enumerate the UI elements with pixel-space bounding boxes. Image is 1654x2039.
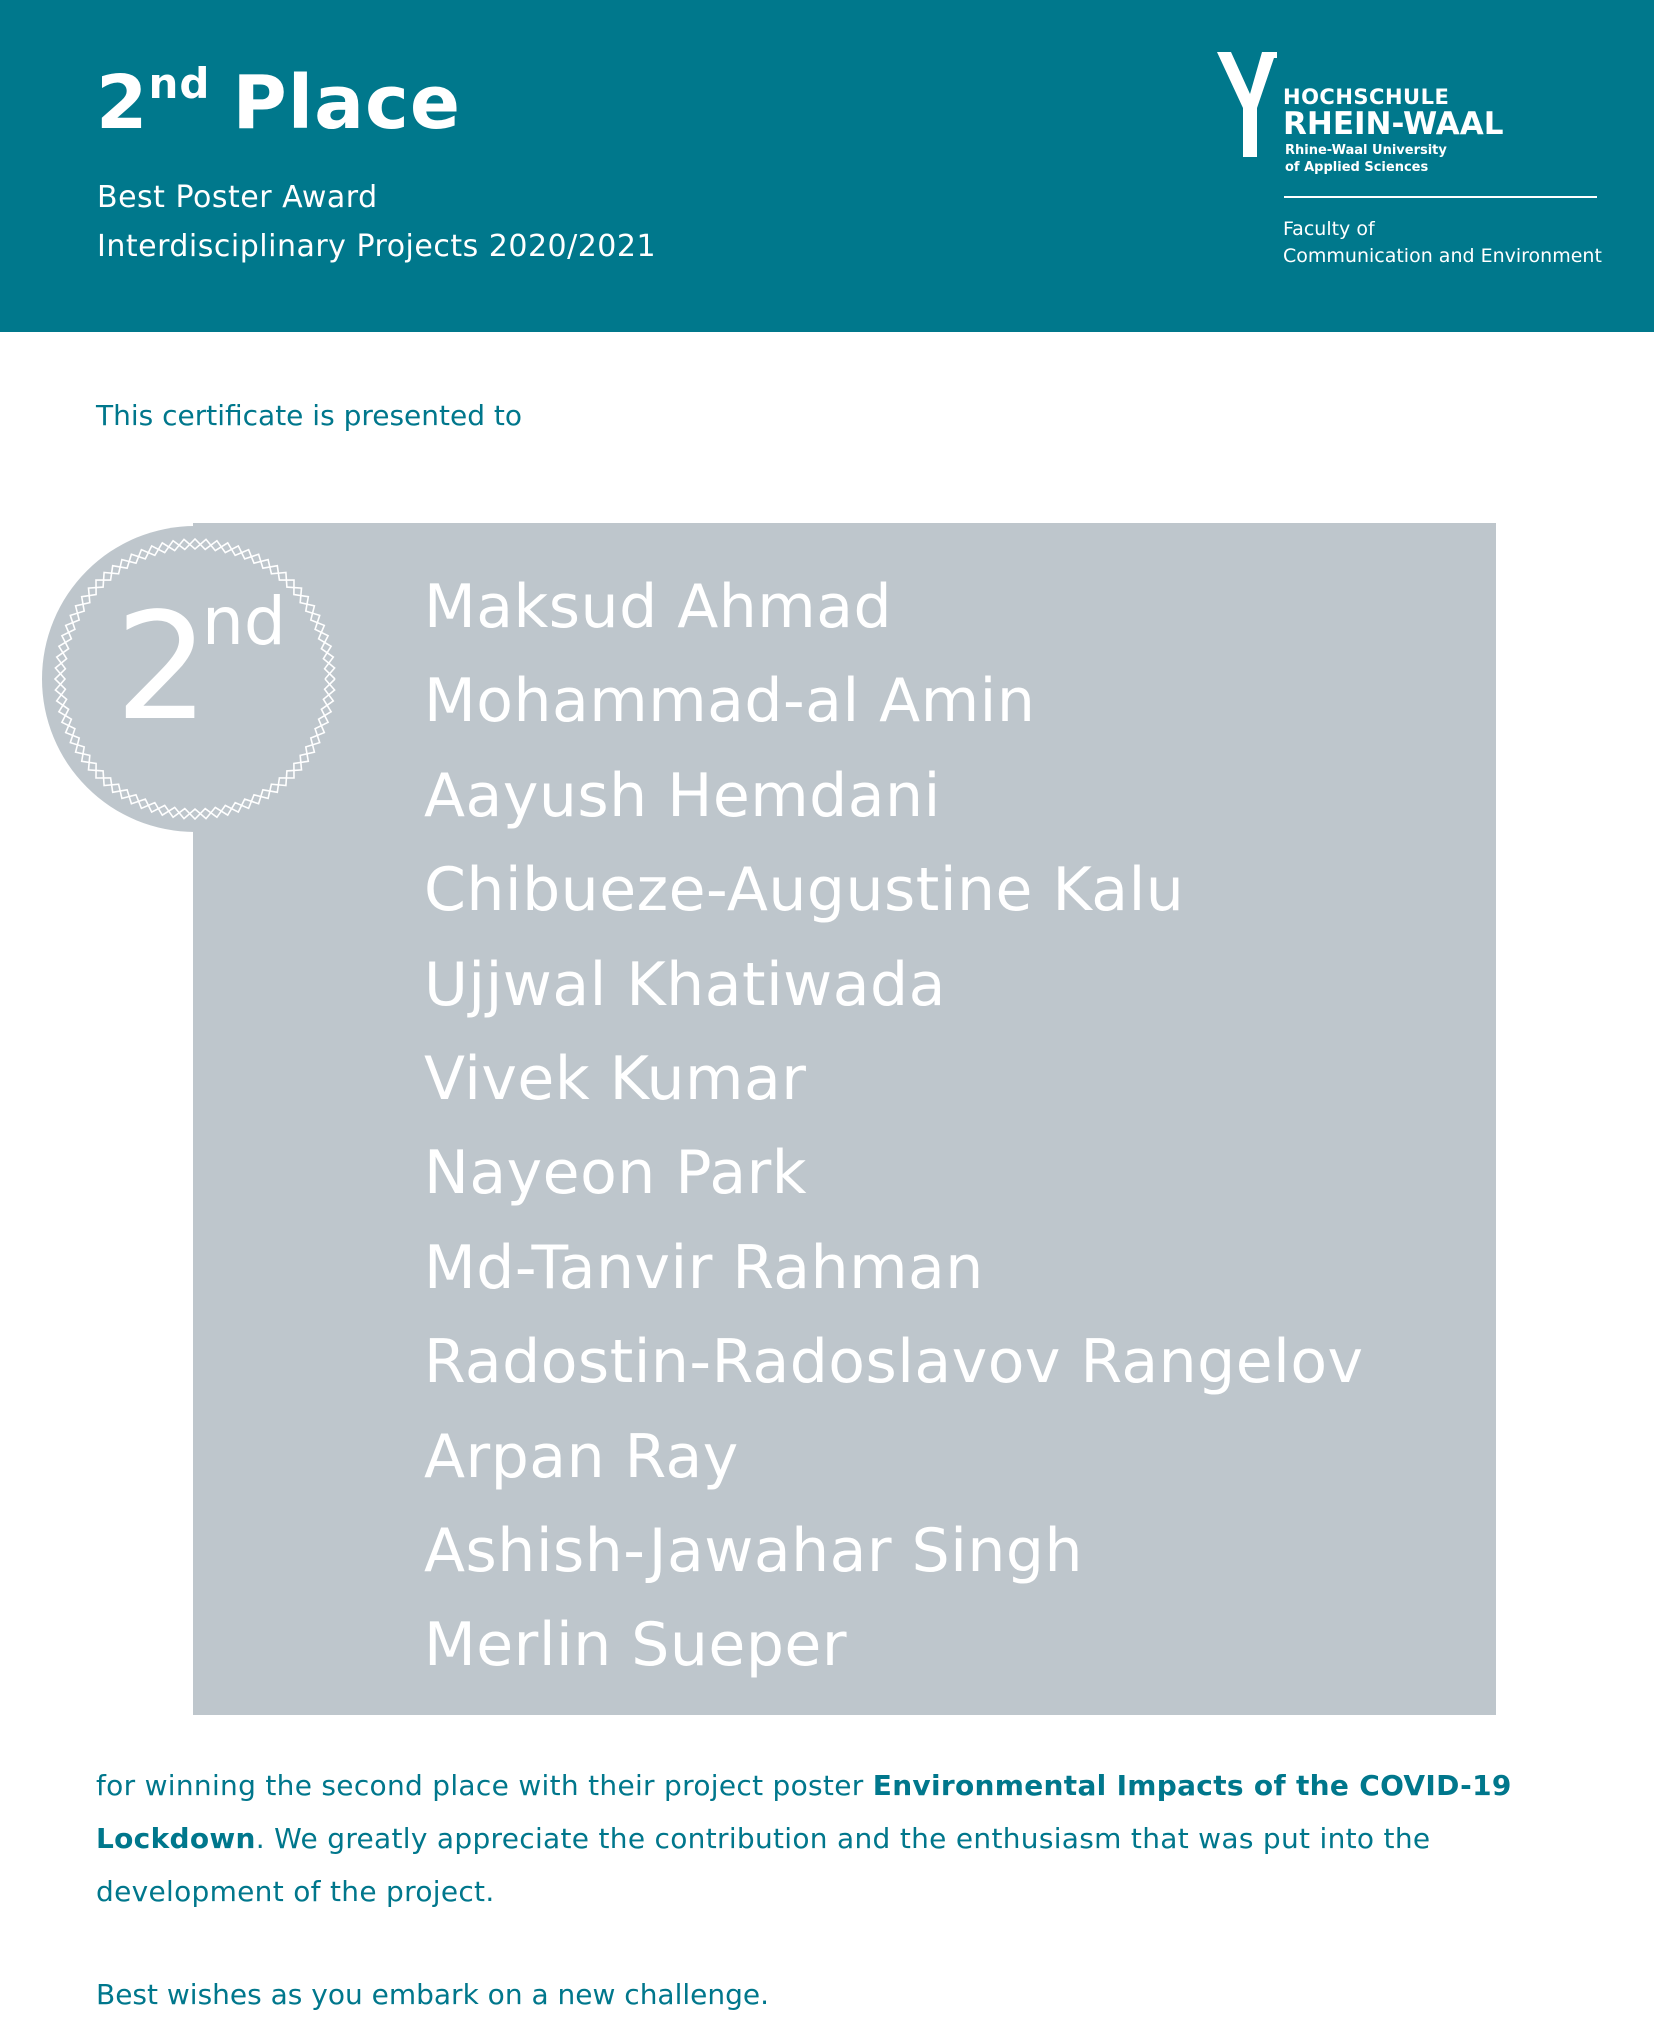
logo-line-rhein-waal: RHEIN-WAAL [1283,106,1504,142]
recipient-name: Aayush Hemdani [424,760,941,831]
badge-number: 2 [115,581,210,753]
project-title: Environmental Impacts of the COVID-19 Lockdown [96,1769,1512,1855]
recipient-name: Ashish-Jawahar Singh [424,1515,1084,1586]
presented-to-text: This certificate is presented to [96,399,523,432]
recipient-name: Chibueze-Augustine Kalu [424,855,1185,926]
body-intro: for winning the second place with their project poster [96,1769,873,1802]
place-suffix: nd [148,59,211,108]
certificate-header [0,0,1654,332]
recipient-name: Nayeon Park [424,1138,808,1209]
certificate-body-text [96,1759,1516,1918]
award-name: Best Poster Award [97,180,378,215]
recipient-name: Radostin-Radoslavov Rangelov [424,1327,1364,1398]
recipient-name: Md-Tanvir Rahman [424,1232,984,1303]
recipient-name: Ujjwal Khatiwada [424,949,946,1020]
recipient-list [424,560,1364,1693]
award-title [96,58,461,159]
university-y-icon [1215,50,1285,160]
recipient-name: Merlin Sueper [424,1610,847,1681]
body-rest: . We greatly appreciate the contribution and the enthusiasm that was put into the development of the project. [96,1822,1431,1908]
faculty-line-1: Faculty of [1283,218,1375,240]
logo-line-university: Rhine-Waal University [1285,143,1447,158]
place-number: 2 [96,60,149,146]
recipient-name: Maksud Ahmad [424,572,893,642]
badge-suffix: nd [202,583,286,660]
faculty-line-2: Communication and Environment [1283,245,1602,267]
logo-divider [1284,196,1597,198]
recipient-name: Vivek Kumar [424,1043,807,1114]
recipient-name: Arpan Ray [424,1421,739,1492]
award-program: Interdisciplinary Projects 2020/2021 [97,229,657,264]
recipient-name: Mohammad-al Amin [424,666,1036,737]
logo-line-hochschule: HOCHSCHULE [1283,85,1450,109]
closing-text: Best wishes as you embark on a new challenge. [96,1978,770,2011]
logo-line-applied-sciences: of Applied Sciences [1285,160,1429,175]
place-word: Place [232,60,462,146]
second-place-badge [40,524,350,834]
